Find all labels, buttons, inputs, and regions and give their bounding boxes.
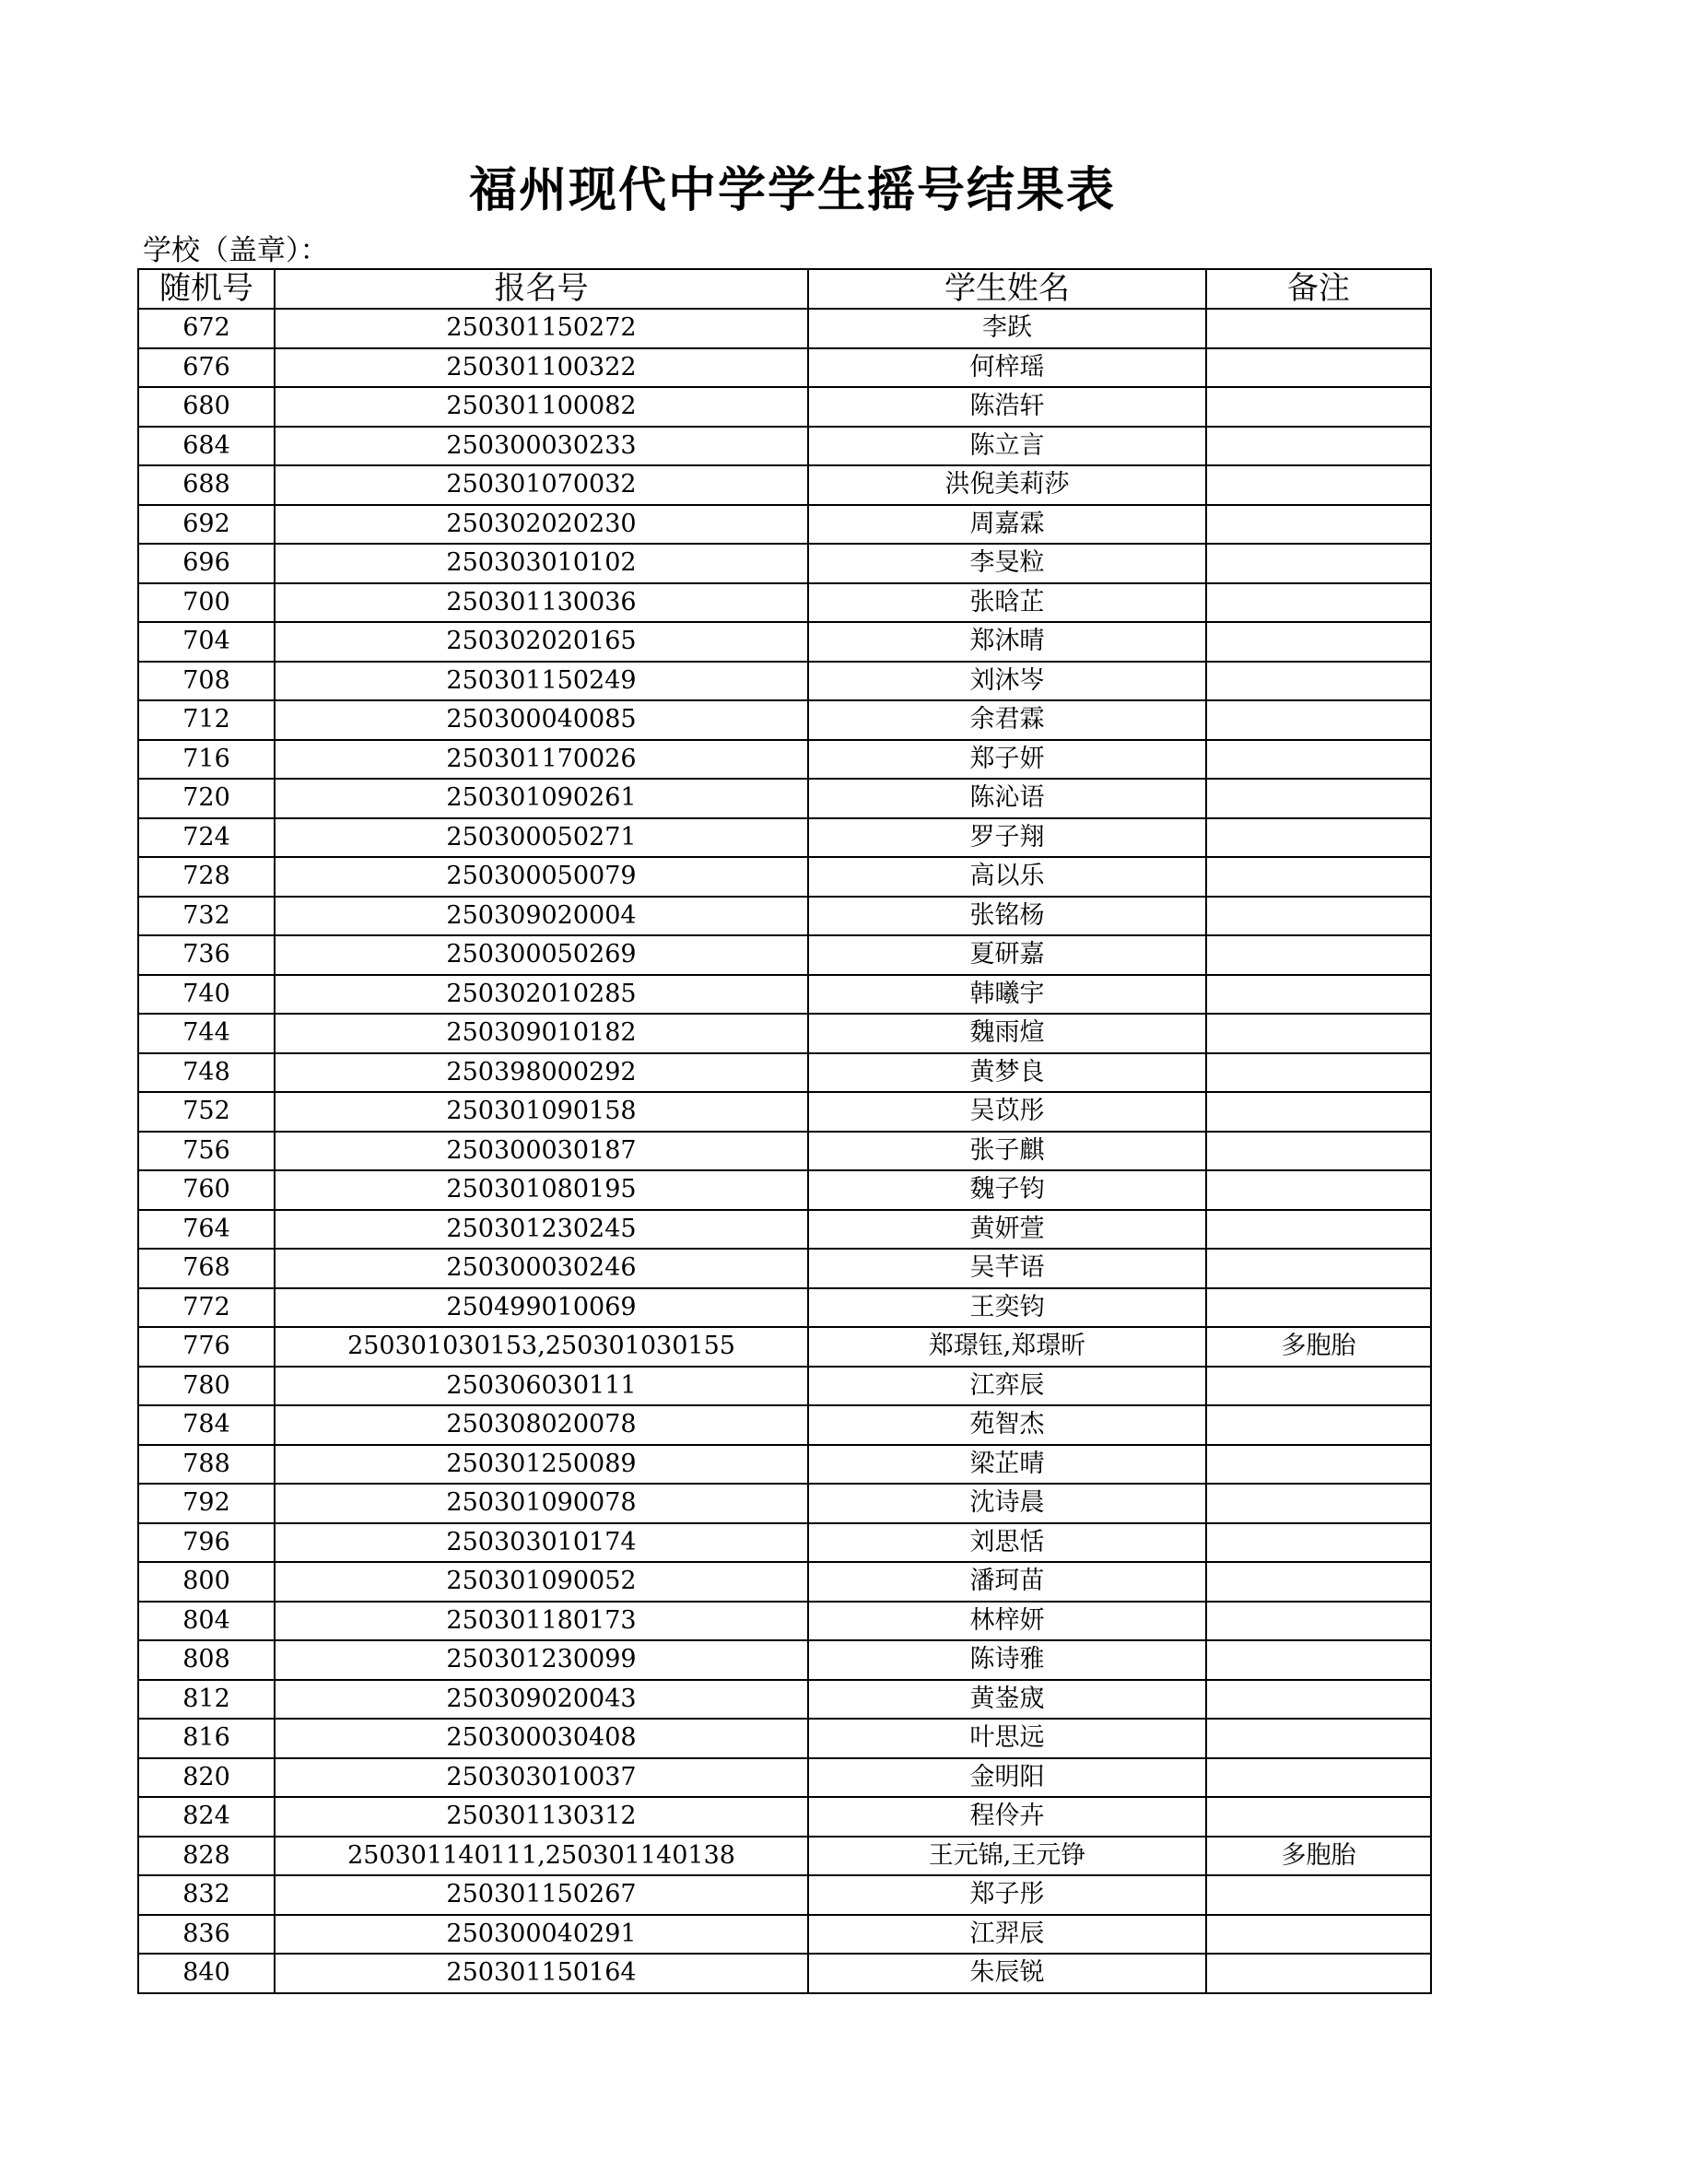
table-row xyxy=(138,1327,1431,1367)
table-row xyxy=(138,975,1431,1015)
remarks-cell xyxy=(1206,1719,1431,1758)
student-name-cell: 魏子钧 xyxy=(808,1170,1206,1210)
registration-number-cell: 250309010182 xyxy=(275,1014,808,1053)
registration-number-cell: 250301230245 xyxy=(275,1210,808,1250)
remarks-cell xyxy=(1206,740,1431,780)
random-number-cell: 788 xyxy=(138,1445,275,1485)
registration-number-cell: 250301130312 xyxy=(275,1797,808,1837)
remarks-cell xyxy=(1206,387,1431,427)
remarks-cell xyxy=(1206,1484,1431,1523)
table-row xyxy=(138,1053,1431,1093)
table-row xyxy=(138,1602,1431,1641)
student-name-cell: 郑子彤 xyxy=(808,1875,1206,1915)
registration-number-cell: 250308020078 xyxy=(275,1405,808,1445)
student-name-cell: 张子麒 xyxy=(808,1132,1206,1171)
registration-number-cell: 250398000292 xyxy=(275,1053,808,1093)
random-number-cell: 752 xyxy=(138,1092,275,1132)
random-number-cell: 796 xyxy=(138,1523,275,1563)
table-row xyxy=(138,544,1431,583)
remarks-cell xyxy=(1206,1915,1431,1955)
table-row xyxy=(138,387,1431,427)
registration-number-cell: 250301150164 xyxy=(275,1954,808,1993)
registration-number-cell: 250301090052 xyxy=(275,1562,808,1602)
table-row xyxy=(138,662,1431,701)
random-number-cell: 684 xyxy=(138,427,275,466)
student-name-cell: 郑沐晴 xyxy=(808,622,1206,662)
table-row xyxy=(138,857,1431,897)
random-number-cell: 728 xyxy=(138,857,275,897)
table-row xyxy=(138,1445,1431,1485)
student-name-cell: 何梓瑶 xyxy=(808,348,1206,388)
student-name-cell: 魏雨煊 xyxy=(808,1014,1206,1053)
random-number-cell: 832 xyxy=(138,1875,275,1915)
random-number-cell: 820 xyxy=(138,1758,275,1798)
student-name-cell: 叶思远 xyxy=(808,1719,1206,1758)
random-number-cell: 740 xyxy=(138,975,275,1015)
table-row xyxy=(138,1249,1431,1288)
registration-number-cell: 250301150267 xyxy=(275,1875,808,1915)
student-name-cell: 苑智杰 xyxy=(808,1405,1206,1445)
table-body xyxy=(138,309,1431,1993)
student-name-cell: 沈诗晨 xyxy=(808,1484,1206,1523)
random-number-cell: 696 xyxy=(138,544,275,583)
student-name-cell: 刘思恬 xyxy=(808,1523,1206,1563)
random-number-cell: 764 xyxy=(138,1210,275,1250)
random-number-cell: 688 xyxy=(138,465,275,505)
registration-number-cell: 250306030111 xyxy=(275,1367,808,1406)
table-row xyxy=(138,740,1431,780)
student-name-cell: 陈立言 xyxy=(808,427,1206,466)
remarks-cell xyxy=(1206,1602,1431,1641)
table-row xyxy=(138,1875,1431,1915)
page-title: 福州现代中学学生摇号结果表 xyxy=(468,162,1116,218)
registration-number-cell: 250301070032 xyxy=(275,465,808,505)
table-row xyxy=(138,505,1431,545)
registration-number-cell: 250301150249 xyxy=(275,662,808,701)
registration-number-cell: 250301100322 xyxy=(275,348,808,388)
table-row xyxy=(138,1132,1431,1171)
student-name-cell: 周嘉霖 xyxy=(808,505,1206,545)
remarks-cell xyxy=(1206,1053,1431,1093)
random-number-cell: 808 xyxy=(138,1640,275,1680)
random-number-cell: 804 xyxy=(138,1602,275,1641)
registration-number-cell: 250301180173 xyxy=(275,1602,808,1641)
registration-number-cell: 250301150272 xyxy=(275,309,808,348)
remarks-cell xyxy=(1206,1288,1431,1328)
random-number-cell: 776 xyxy=(138,1327,275,1367)
registration-number-cell: 250301170026 xyxy=(275,740,808,780)
table-row xyxy=(138,1170,1431,1210)
table-row xyxy=(138,1484,1431,1523)
table-row xyxy=(138,1562,1431,1602)
student-name-cell: 吴芊语 xyxy=(808,1249,1206,1288)
student-name-cell: 梁芷晴 xyxy=(808,1445,1206,1485)
student-name-cell: 吴苡彤 xyxy=(808,1092,1206,1132)
table-row xyxy=(138,1367,1431,1406)
registration-number-cell: 250300030408 xyxy=(275,1719,808,1758)
table-row xyxy=(138,1640,1431,1680)
header-random-number: 随机号 xyxy=(138,269,275,309)
random-number-cell: 772 xyxy=(138,1288,275,1328)
registration-number-cell: 250499010069 xyxy=(275,1288,808,1328)
remarks-cell xyxy=(1206,1758,1431,1798)
random-number-cell: 732 xyxy=(138,897,275,936)
remarks-cell xyxy=(1206,1170,1431,1210)
table-row xyxy=(138,1837,1431,1876)
student-name-cell: 江弈辰 xyxy=(808,1367,1206,1406)
remarks-cell xyxy=(1206,935,1431,975)
random-number-cell: 840 xyxy=(138,1954,275,1993)
student-name-cell: 郑子妍 xyxy=(808,740,1206,780)
remarks-cell xyxy=(1206,1680,1431,1720)
registration-number-cell: 250301080195 xyxy=(275,1170,808,1210)
random-number-cell: 812 xyxy=(138,1680,275,1720)
student-name-cell: 朱辰锐 xyxy=(808,1954,1206,1993)
table-row xyxy=(138,348,1431,388)
student-name-cell: 郑璟钰,郑璟昕 xyxy=(808,1327,1206,1367)
student-name-cell: 张晗芷 xyxy=(808,583,1206,623)
table-row xyxy=(138,583,1431,623)
lottery-result-table xyxy=(137,268,1432,1994)
random-number-cell: 748 xyxy=(138,1053,275,1093)
table-row xyxy=(138,897,1431,936)
random-number-cell: 800 xyxy=(138,1562,275,1602)
remarks-cell xyxy=(1206,1132,1431,1171)
remarks-cell xyxy=(1206,583,1431,623)
remarks-cell xyxy=(1206,348,1431,388)
random-number-cell: 736 xyxy=(138,935,275,975)
registration-number-cell: 250302020165 xyxy=(275,622,808,662)
table-row xyxy=(138,700,1431,740)
table-row xyxy=(138,1092,1431,1132)
table-row xyxy=(138,427,1431,466)
random-number-cell: 744 xyxy=(138,1014,275,1053)
remarks-cell xyxy=(1206,779,1431,818)
remarks-cell: 多胞胎 xyxy=(1206,1327,1431,1367)
remarks-cell xyxy=(1206,1954,1431,1993)
school-stamp-label: 学校（盖章）： xyxy=(143,234,329,267)
registration-number-cell: 250309020043 xyxy=(275,1680,808,1720)
random-number-cell: 756 xyxy=(138,1132,275,1171)
table-row xyxy=(138,1719,1431,1758)
registration-number-cell: 250301230099 xyxy=(275,1640,808,1680)
student-name-cell: 高以乐 xyxy=(808,857,1206,897)
registration-number-cell: 250301130036 xyxy=(275,583,808,623)
student-name-cell: 王奕钧 xyxy=(808,1288,1206,1328)
student-name-cell: 黄崟宬 xyxy=(808,1680,1206,1720)
table-row xyxy=(138,1210,1431,1250)
table-row xyxy=(138,935,1431,975)
registration-number-cell: 250301090261 xyxy=(275,779,808,818)
student-name-cell: 刘沐岑 xyxy=(808,662,1206,701)
registration-number-cell: 250301250089 xyxy=(275,1445,808,1485)
random-number-cell: 724 xyxy=(138,818,275,858)
table-row xyxy=(138,309,1431,348)
random-number-cell: 700 xyxy=(138,583,275,623)
registration-number-cell: 250303010102 xyxy=(275,544,808,583)
remarks-cell xyxy=(1206,544,1431,583)
remarks-cell xyxy=(1206,1405,1431,1445)
remarks-cell xyxy=(1206,309,1431,348)
remarks-cell xyxy=(1206,465,1431,505)
header-remarks: 备注 xyxy=(1206,269,1431,309)
table-row xyxy=(138,1014,1431,1053)
registration-number-cell: 250300040291 xyxy=(275,1915,808,1955)
registration-number-cell: 250300030187 xyxy=(275,1132,808,1171)
registration-number-cell: 250302010285 xyxy=(275,975,808,1015)
random-number-cell: 720 xyxy=(138,779,275,818)
random-number-cell: 680 xyxy=(138,387,275,427)
random-number-cell: 792 xyxy=(138,1484,275,1523)
table-header-row xyxy=(138,269,1431,309)
registration-number-cell: 250302020230 xyxy=(275,505,808,545)
registration-number-cell: 250301140111,250301140138 xyxy=(275,1837,808,1876)
table-row xyxy=(138,1523,1431,1563)
remarks-cell xyxy=(1206,622,1431,662)
registration-number-cell: 250300050079 xyxy=(275,857,808,897)
random-number-cell: 704 xyxy=(138,622,275,662)
remarks-cell xyxy=(1206,1797,1431,1837)
student-name-cell: 李旻粒 xyxy=(808,544,1206,583)
registration-number-cell: 250300050271 xyxy=(275,818,808,858)
remarks-cell xyxy=(1206,505,1431,545)
remarks-cell xyxy=(1206,1445,1431,1485)
student-name-cell: 夏研嘉 xyxy=(808,935,1206,975)
registration-number-cell: 250309020004 xyxy=(275,897,808,936)
table-row xyxy=(138,779,1431,818)
table-row xyxy=(138,465,1431,505)
random-number-cell: 828 xyxy=(138,1837,275,1876)
table-row xyxy=(138,622,1431,662)
random-number-cell: 780 xyxy=(138,1367,275,1406)
table-row xyxy=(138,1680,1431,1720)
random-number-cell: 768 xyxy=(138,1249,275,1288)
remarks-cell xyxy=(1206,1210,1431,1250)
remarks-cell xyxy=(1206,1092,1431,1132)
remarks-cell xyxy=(1206,1562,1431,1602)
student-name-cell: 江羿辰 xyxy=(808,1915,1206,1955)
student-name-cell: 韩曦宇 xyxy=(808,975,1206,1015)
table-row xyxy=(138,1288,1431,1328)
remarks-cell xyxy=(1206,975,1431,1015)
random-number-cell: 708 xyxy=(138,662,275,701)
table-row xyxy=(138,818,1431,858)
random-number-cell: 836 xyxy=(138,1915,275,1955)
remarks-cell xyxy=(1206,662,1431,701)
random-number-cell: 760 xyxy=(138,1170,275,1210)
student-name-cell: 黄妍萱 xyxy=(808,1210,1206,1250)
registration-number-cell: 250300050269 xyxy=(275,935,808,975)
student-name-cell: 潘珂苗 xyxy=(808,1562,1206,1602)
remarks-cell xyxy=(1206,1367,1431,1406)
random-number-cell: 676 xyxy=(138,348,275,388)
registration-number-cell: 250300040085 xyxy=(275,700,808,740)
random-number-cell: 672 xyxy=(138,309,275,348)
random-number-cell: 824 xyxy=(138,1797,275,1837)
header-student-name: 学生姓名 xyxy=(808,269,1206,309)
table-row xyxy=(138,1915,1431,1955)
registration-number-cell: 250303010037 xyxy=(275,1758,808,1798)
random-number-cell: 716 xyxy=(138,740,275,780)
registration-number-cell: 250300030246 xyxy=(275,1249,808,1288)
registration-number-cell: 250301090078 xyxy=(275,1484,808,1523)
student-name-cell: 王元锦,王元铮 xyxy=(808,1837,1206,1876)
random-number-cell: 784 xyxy=(138,1405,275,1445)
random-number-cell: 712 xyxy=(138,700,275,740)
remarks-cell xyxy=(1206,1014,1431,1053)
student-name-cell: 林梓妍 xyxy=(808,1602,1206,1641)
remarks-cell xyxy=(1206,1249,1431,1288)
remarks-cell xyxy=(1206,1523,1431,1563)
registration-number-cell: 250301030153,250301030155 xyxy=(275,1327,808,1367)
remarks-cell xyxy=(1206,1875,1431,1915)
header-registration-number: 报名号 xyxy=(275,269,808,309)
remarks-cell xyxy=(1206,857,1431,897)
student-name-cell: 黄梦良 xyxy=(808,1053,1206,1093)
student-name-cell: 陈诗雅 xyxy=(808,1640,1206,1680)
remarks-cell xyxy=(1206,897,1431,936)
student-name-cell: 陈浩轩 xyxy=(808,387,1206,427)
registration-number-cell: 250301100082 xyxy=(275,387,808,427)
registration-number-cell: 250300030233 xyxy=(275,427,808,466)
registration-number-cell: 250301090158 xyxy=(275,1092,808,1132)
table-row xyxy=(138,1758,1431,1798)
remarks-cell xyxy=(1206,818,1431,858)
remarks-cell xyxy=(1206,700,1431,740)
student-name-cell: 李跃 xyxy=(808,309,1206,348)
registration-number-cell: 250303010174 xyxy=(275,1523,808,1563)
student-name-cell: 余君霖 xyxy=(808,700,1206,740)
table-row xyxy=(138,1954,1431,1993)
random-number-cell: 816 xyxy=(138,1719,275,1758)
table-row xyxy=(138,1797,1431,1837)
random-number-cell: 692 xyxy=(138,505,275,545)
remarks-cell xyxy=(1206,1640,1431,1680)
table-row xyxy=(138,1405,1431,1445)
student-name-cell: 洪倪美莉莎 xyxy=(808,465,1206,505)
student-name-cell: 陈沁语 xyxy=(808,779,1206,818)
student-name-cell: 张铭杨 xyxy=(808,897,1206,936)
student-name-cell: 程伶卉 xyxy=(808,1797,1206,1837)
remarks-cell: 多胞胎 xyxy=(1206,1837,1431,1876)
student-name-cell: 罗子翔 xyxy=(808,818,1206,858)
remarks-cell xyxy=(1206,427,1431,466)
student-name-cell: 金明阳 xyxy=(808,1758,1206,1798)
